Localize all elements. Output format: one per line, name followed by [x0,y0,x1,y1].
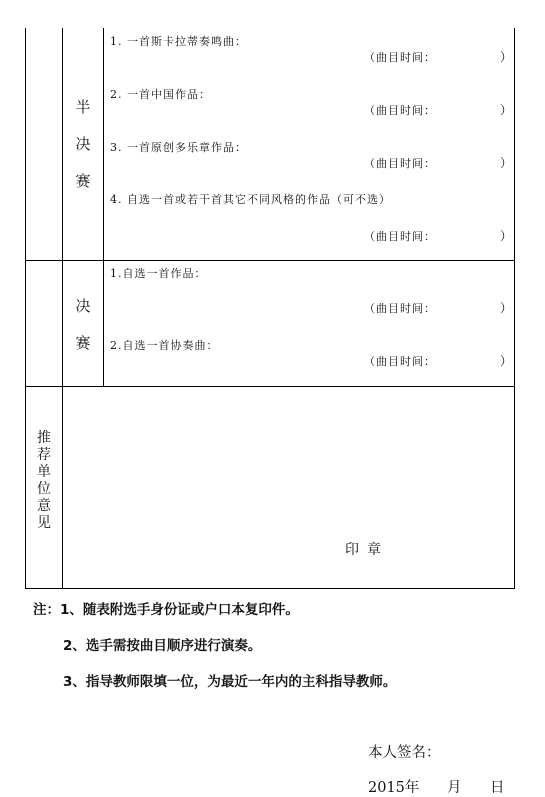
time-label: （曲目时间： [364,157,436,170]
final-char-2: 赛 [75,334,91,352]
final-item-2-close: ） [500,354,513,368]
time-label: （曲目时间： [364,230,436,243]
recommend-label-char: 推 [37,430,51,446]
semi-item-1-time [364,49,436,65]
semi-item-4-close: ） [500,229,513,243]
note-1: 注：1、随表附选手身份证或户口本复印件。 [33,602,299,618]
time-label: （曲目时间： [364,104,436,117]
semi-final-char-1: 半 [75,98,91,116]
signature-month: 月 [447,780,462,796]
final-item-1-time [364,300,436,316]
semi-item-2-time [364,102,436,118]
signature-day: 日 [490,780,505,796]
final-item-1: 1.自选一首作品： [110,267,207,280]
semi-item-4: 4. 自选一首或若干首其它不同风格的作品（可不选） [110,193,391,206]
recommend-label-char: 意 [37,498,51,514]
note-2: 2、选手需按曲目顺序进行演奏。 [63,638,262,654]
semi-item-3-close: ） [500,156,513,170]
note-3: 3、指导教师限填一位，为最近一年内的主科指导教师。 [63,674,397,690]
semi-item-2-close: ） [500,103,513,117]
seal-label: 印章 [345,542,389,558]
semi-final-char-2: 决 [75,135,91,153]
final-item-2-time [364,353,436,369]
time-label: （曲目时间： [364,51,436,64]
semi-final-char-3: 赛 [75,172,91,190]
recommend-label-char: 荐 [37,447,51,463]
recommend-label-char: 单 [37,464,51,480]
recommend-label [36,430,52,532]
semi-final-label [75,100,91,189]
final-char-1: 决 [75,297,91,315]
semi-item-1-close: ） [500,50,513,64]
final-item-2: 2.自选一首协奏曲： [110,339,219,352]
semi-item-3: 3. 一首原创多乐章作品： [110,141,247,154]
semi-item-3-time [364,155,436,171]
final-item-1-close: ） [500,301,513,315]
recommend-label-char: 见 [37,515,51,531]
recommend-label-char: 位 [37,481,51,497]
semi-item-1: 1. 一首斯卡拉蒂奏鸣曲： [110,35,247,48]
signature-label: 本人签名： [368,745,441,761]
final-label [75,299,91,351]
semi-item-4-time [364,228,436,244]
signature-year: 2015年 [368,780,420,796]
semi-item-2: 2. 一首中国作品： [110,88,211,101]
time-label: （曲目时间： [364,302,436,315]
time-label: （曲目时间： [364,355,436,368]
